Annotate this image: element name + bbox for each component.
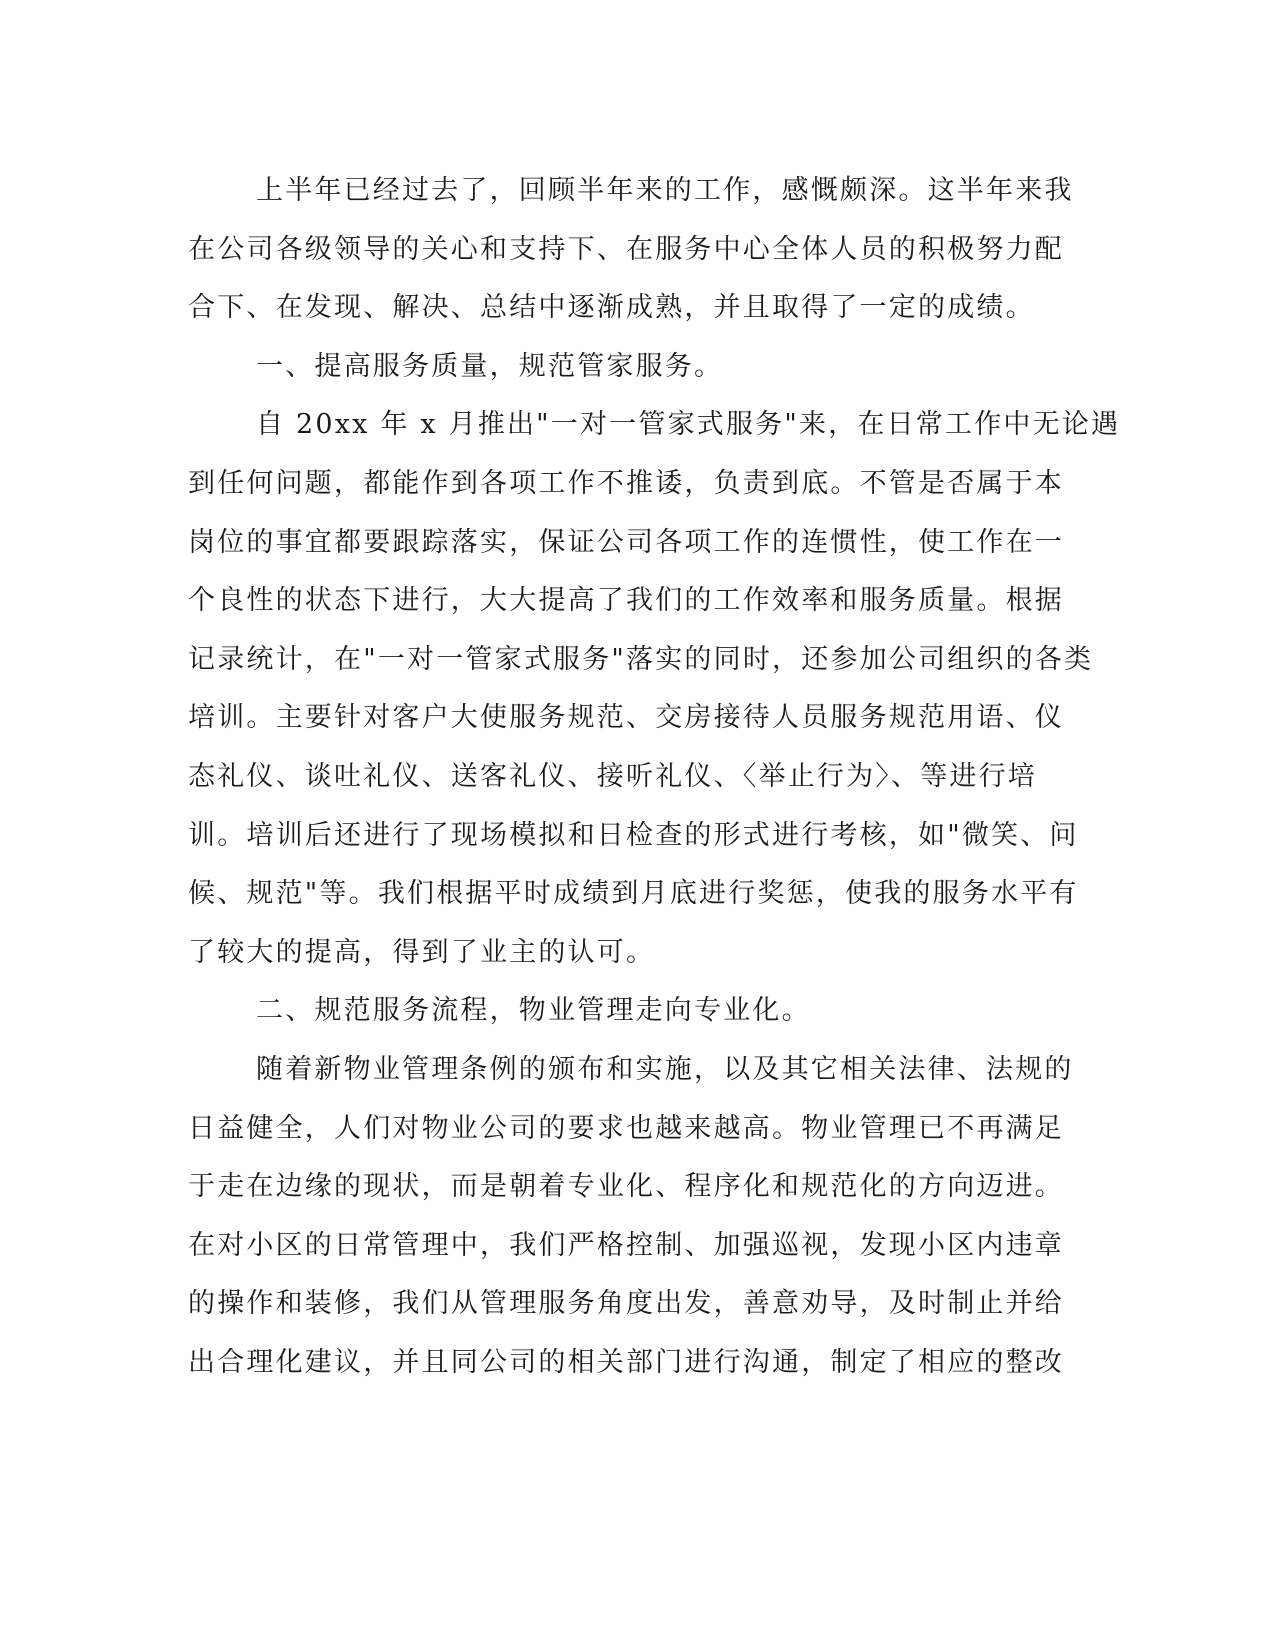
paragraph-line: 自 20xx 年 x 月推出"一对一管家式服务"来，在日常工作中无论遇 — [256, 409, 1121, 441]
paragraph-line: 态礼仪、谈吐礼仪、送客礼仪、接听礼仪、〈举止行为〉、等进行培 — [188, 760, 1037, 792]
paragraph-line: 岗位的事宜都要跟踪落实，保证公司各项工作的连惯性，使工作在一 — [188, 526, 1064, 558]
paragraph-line: 在公司各级领导的关心和支持下、在服务中心全体人员的积极努力配 — [188, 233, 1064, 265]
paragraph-line: 培训。主要针对客户大使服务规范、交房接待人员服务规范用语、仪 — [188, 702, 1064, 734]
paragraph-line: 随着新物业管理条例的颁布和实施，以及其它相关法律、法规的 — [256, 1053, 1074, 1085]
paragraph-line: 于走在边缘的现状，而是朝着专业化、程序化和规范化的方向迈进。 — [188, 1171, 1064, 1203]
paragraph-line: 记录统计，在"一对一管家式服务"落实的同时，还参加公司组织的各类 — [188, 643, 1094, 675]
paragraph-line: 上半年已经过去了，回顾半年来的工作，感慨颇深。这半年来我 — [256, 175, 1074, 206]
paragraph-line: 了较大的提高，得到了业主的认可。 — [188, 936, 656, 968]
paragraph-line: 出合理化建议，并且同公司的相关部门进行沟通，制定了相应的整改 — [188, 1346, 1064, 1378]
paragraph-line: 训。培训后还进行了现场模拟和日检查的形式进行考核，如"微笑、问 — [188, 819, 1079, 851]
paragraph-line: 合下、在发现、解决、总结中逐渐成熟，并且取得了一定的成绩。 — [188, 292, 1035, 324]
paragraph-line: 候、规范"等。我们根据平时成绩到月底进行奖惩，使我的服务水平有 — [188, 878, 1079, 910]
paragraph-line: 到任何问题，都能作到各项工作不推诿，负责到底。不管是否属于本 — [188, 467, 1064, 499]
section-heading: 二、规范服务流程，物业管理走向专业化。 — [256, 995, 811, 1027]
paragraph-line: 个良性的状态下进行，大大提高了我们的工作效率和服务质量。根据 — [188, 585, 1064, 617]
paragraph-line: 的操作和装修，我们从管理服务角度出发，善意劝导，及时制止并给 — [188, 1288, 1064, 1320]
paragraph-line: 日益健全，人们对物业公司的要求也越来越高。物业管理已不再满足 — [188, 1112, 1064, 1144]
section-heading: 一、提高服务质量，规范管家服务。 — [256, 350, 724, 382]
document-body — [188, 162, 1121, 1392]
paragraph-line: 在对小区的日常管理中，我们严格控制、加强巡视，发现小区内违章 — [188, 1229, 1064, 1261]
